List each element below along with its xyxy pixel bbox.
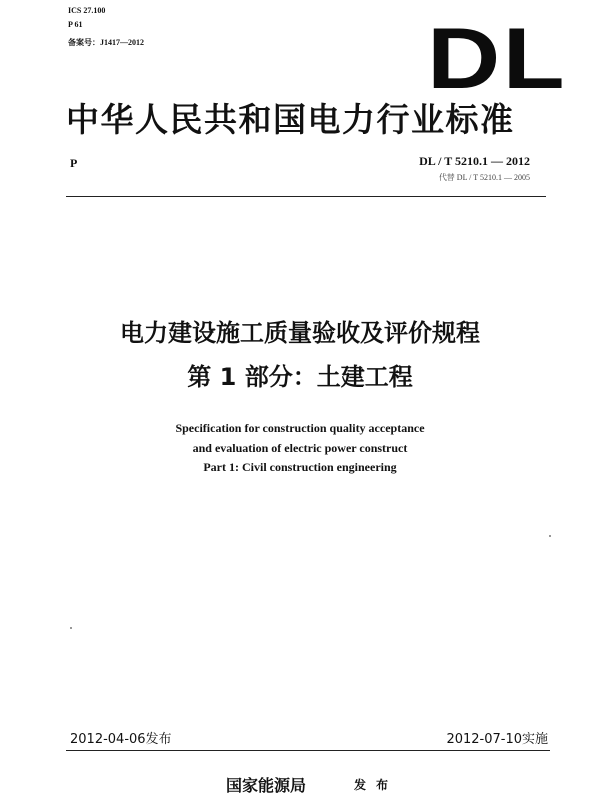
cn-title-line2: 第 1 部分：土建工程 <box>187 363 413 391</box>
scan-speck <box>70 627 72 629</box>
dl-logo: DL <box>427 11 567 107</box>
left-classification: P <box>70 156 78 170</box>
en-title-line2: and evaluation of electric power construct <box>192 441 408 455</box>
org-title: 中华人民共和国电力行业标准 <box>66 100 515 139</box>
ics-code: ICS 27.100 <box>68 6 106 15</box>
en-title-line3: Part 1: Civil construction engineering <box>203 460 397 474</box>
standard-number: DL / T 5210.1 — 2012 <box>419 154 530 168</box>
publish-label: 发布 <box>354 778 399 792</box>
issue-date: 2012-04-06发布 <box>70 732 172 747</box>
scan-speck <box>549 535 551 537</box>
classification-code: P 61 <box>68 20 83 29</box>
implementation-date: 2012-07-10实施 <box>446 732 548 747</box>
en-title-line1: Specification for construction quality acceptance <box>175 421 425 435</box>
cn-title-line1: 电力建设施工质量验收及评价规程 <box>120 319 480 347</box>
publisher-name: 国家能源局 <box>226 776 307 795</box>
record-number: 备案号：J1417—2012 <box>68 38 144 47</box>
bottom-divider <box>66 750 550 751</box>
top-divider <box>66 196 546 197</box>
replaces-note: 代替 DL / T 5210.1 — 2005 <box>438 173 530 182</box>
